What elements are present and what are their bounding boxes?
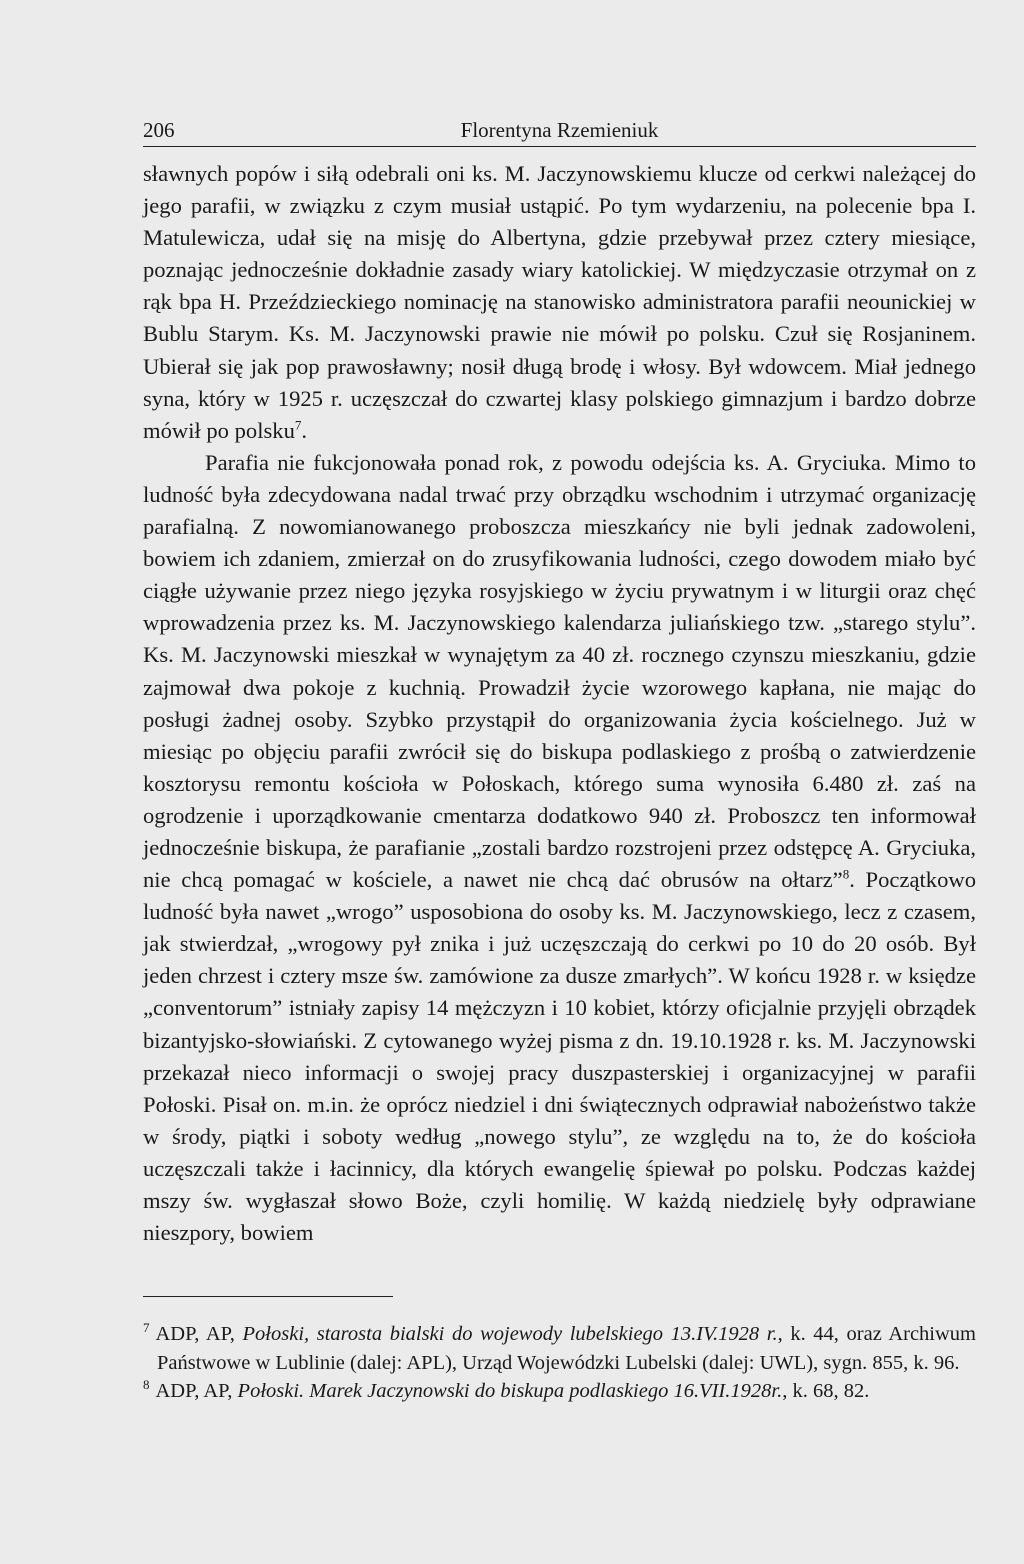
- footnote-8: [143, 1377, 976, 1406]
- page-header: [143, 118, 976, 147]
- footnote-text: , k. 68, 82.: [782, 1380, 870, 1402]
- footnotes: [143, 1320, 976, 1406]
- page-number: 206: [143, 118, 175, 142]
- paragraph-2-text-b: . Początkowo ludność była nawet „wrogo” usposobiona do osoby ks. M. Jaczynowskiego, lecz z czasem, jak stwierdzał, „wrogowy pył znika i już uczęszczają do cerkwi po 10 do 20 osób. Był jeden chrzest i cztery msze św. zamówione za dusze zmarłych”. W końcu 1928 r. w księdze „conventorum” istniały zapisy 14 mężczyzn i 10 kobiet, którzy oficjalnie przyjęli obrządek bizantyjsko-słowiański. Z cytowanego wyżej pisma z dn. 19.10.1928 r. ks. M. Jaczynowski przekazał nieco informacji o swojej pracy duszpasterskiej i organizacyjnej w parafii Połoski. Pisał on. m.in. że oprócz niedziel i dni świątecznych odprawiał nabożeństwo także w środy, piątki i soboty według „nowego stylu”, ze względu na to, że do kościoła uczęszczali także i łacinnicy, dla których ewangelię śpiewał po polsku. Podczas każdej mszy św. wygłaszał słowo Boże, czyli homilię. W każdą niedzielę były odprawiane nieszpory, bowiem: [143, 867, 976, 1246]
- paragraph-2: [143, 447, 976, 1249]
- paragraph-1: [143, 158, 976, 447]
- running-head-author: Florentyna Rzemieniuk: [460, 118, 659, 142]
- footnote-number: 8: [143, 1377, 150, 1393]
- paragraph-1-tail: .: [301, 417, 308, 443]
- footnote-7: [143, 1320, 976, 1377]
- footnote-ref-7: 7: [294, 417, 302, 433]
- footnote-number: 7: [143, 1320, 150, 1336]
- paragraph-2-text-a: Parafia nie fukcjonowała ponad rok, z powodu odejścia ks. A. Gryciuka. Mimo to ludność była zdecydowana nadal trwać przy obrządku wschodnim i utrzymać organizację parafialną. Z nowomianowanego proboszcza mieszkańcy nie byli jednak zadowoleni, bowiem ich zdaniem, zmierzał on do zrusyfikowania ludności, czego dowodem miało być ciągłe używanie przez niego języka rosyjskiego w życiu prywatnym i w liturgii oraz chęć wprowadzenia przez ks. M. Jaczynowskiego kalendarza juliańskiego tzw. „starego stylu”. Ks. M. Jaczynowski mieszkał w wynajętym za 40 zł. rocznego czynszu mieszkaniu, gdzie zajmował dwa pokoje z kuchnią. Prowadził życie wzorowego kapłana, nie mając do posługi żadnej osoby. Szybko przystąpił do organizowania życia kościelnego. Już w miesiąc po objęciu parafii zwrócił się do biskupa podlaskiego z prośbą o zatwierdzenie kosztorysu remontu kościoła w Połoskach, którego suma wynosiła 6.480 zł. zaś na ogrodzenie i uporządkowanie cmentarza dodatkowo 940 zł. Proboszcz ten informował jednocześnie biskupa, że parafianie „zostali bardzo rozstrojeni przez odstępcę A. Gryciuka, nie chcą pomagać w kościele, a nawet nie chcą dać obrusów na ołtarz”: [143, 449, 976, 893]
- paragraph-1-text: sławnych popów i siłą odebrali oni ks. M. Jaczynowskiemu klucze od cerkwi należącej do jego parafii, w związku z czym musiał ustąpić. Po tym wydarzeniu, na polecenie bpa I. Matulewicza, udał się na misję do Albertyna, gdzie przebywał przez cztery miesiące, poznając jednocześnie dokładnie zasady wiary katolickiej. W międzyczasie otrzymał on z rąk bpa H. Przeździeckiego nominację na stanowisko administratora parafii neounickiej w Bublu Starym. Ks. M. Jaczynowski prawie nie mówił po polsku. Czuł się Rosjaninem. Ubierał się jak pop prawosławny; nosił długą brodę i włosy. Był wdowcem. Miał jednego syna, który w 1925 r. uczęszczał do czwartej klasy polskiego gimnazjum i bardzo dobrze mówił po polsku: [143, 161, 976, 443]
- footnote-ref-8: 8: [842, 866, 850, 882]
- footnote-separator: [143, 1296, 393, 1297]
- footnote-text: ADP, AP,: [155, 1380, 238, 1402]
- footnote-text: ADP, AP,: [155, 1323, 243, 1345]
- footnote-italic-title: Połoski, starosta bialski do wojewody lubelskiego 13.IV.1928 r.: [242, 1323, 778, 1345]
- footnote-text: , k. 44, oraz Archiwum Państwowe w Lublinie (dalej: APL), Urząd Wojewódzki Lubelski (dalej: UWL), sygn. 855, k. 96.: [157, 1323, 976, 1374]
- body-text: [143, 158, 976, 1249]
- footnote-italic-title: Połoski. Marek Jaczynowski do biskupa podlaskiego 16.VII.1928r.: [237, 1380, 783, 1402]
